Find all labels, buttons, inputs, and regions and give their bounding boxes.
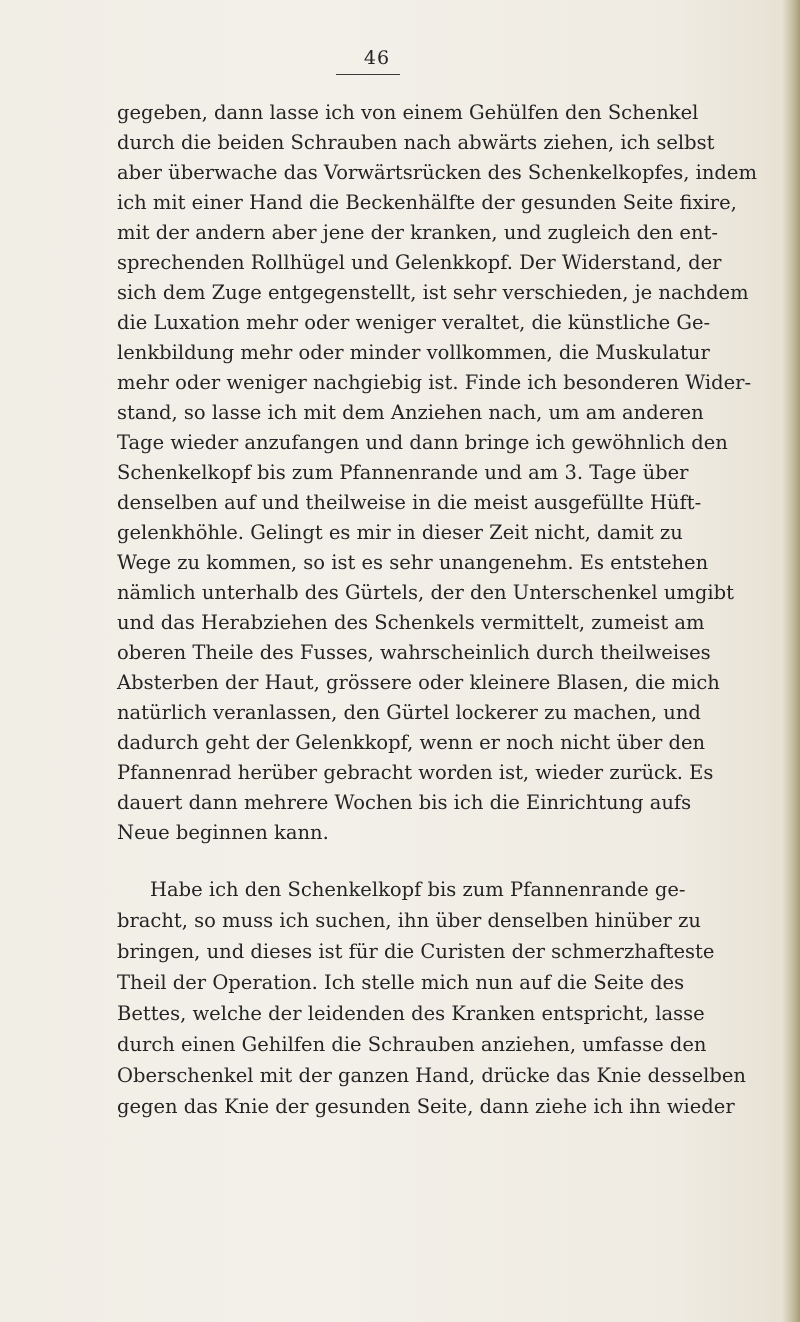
text-line: Oberschenkel mit der ganzen Hand, drücke das Knie desselben [117, 1064, 746, 1087]
text-line: durch die beiden Schrauben nach abwärts ziehen, ich selbst [117, 131, 715, 154]
text-line: Tage wieder anzufangen und dann bringe ich gewöhnlich den [117, 431, 728, 454]
text-line: Bettes, welche der leidenden des Kranken entspricht, lasse [117, 1002, 705, 1025]
text-line: gegen das Knie der gesunden Seite, dann ziehe ich ihn wieder [117, 1095, 735, 1118]
text-line: und das Herabziehen des Schenkels vermittelt, zumeist am [117, 611, 705, 634]
text-line: oberen Theile des Fusses, wahrscheinlich durch theilweises [117, 641, 711, 664]
text-line: die Luxation mehr oder weniger veraltet, die künstliche Ge- [117, 311, 711, 334]
page-number: 46 [363, 47, 391, 69]
text-line: aber überwache das Vorwärtsrücken des Schenkelkopfes, indem [117, 161, 757, 184]
text-line: Wege zu kommen, so ist es sehr unangenehm. Es entstehen [117, 551, 709, 574]
page-number-rule [336, 74, 400, 75]
page-edge-shadow [782, 0, 800, 1322]
text-line: denselben auf und theilweise in die meist ausgefüllte Hüft- [117, 491, 702, 514]
text-line: gelenkhöhle. Gelingt es mir in dieser Zeit nicht, damit zu [117, 521, 683, 544]
text-line: Absterben der Haut, grössere oder kleinere Blasen, die mich [117, 671, 720, 694]
text-line: mehr oder weniger nachgiebig ist. Finde ich besonderen Wider- [117, 371, 752, 394]
text-line: nämlich unterhalb des Gürtels, der den Unterschenkel umgibt [117, 581, 734, 604]
text-line: dauert dann mehrere Wochen bis ich die Einrichtung aufs [117, 791, 692, 814]
text-line: bringen, und dieses ist für die Curisten der schmerzhafteste [117, 940, 715, 963]
text-line: natürlich veranlassen, den Gürtel lockerer zu machen, und [117, 701, 701, 724]
text-line: Neue beginnen kann. [117, 821, 329, 844]
text-line: stand, so lasse ich mit dem Anziehen nach, um am anderen [117, 401, 704, 424]
text-line: Theil der Operation. Ich stelle mich nun auf die Seite des [117, 971, 685, 994]
text-line: Pfannenrad herüber gebracht worden ist, wieder zurück. Es [117, 761, 714, 784]
text-line: Schenkelkopf bis zum Pfannenrande und am 3. Tage über [117, 461, 689, 484]
text-line: sich dem Zuge entgegenstellt, ist sehr verschieden, je nachdem [117, 281, 749, 304]
text-line: gegeben, dann lasse ich von einem Gehülfen den Schenkel [117, 101, 699, 124]
text-line: dadurch geht der Gelenkkopf, wenn er noch nicht über den [117, 731, 706, 754]
text-line: ich mit einer Hand die Beckenhälfte der gesunden Seite fixire, [117, 191, 737, 214]
text-line: bracht, so muss ich suchen, ihn über denselben hinüber zu [117, 909, 701, 932]
text-line: durch einen Gehilfen die Schrauben anziehen, umfasse den [117, 1033, 707, 1056]
text-line: mit der andern aber jene der kranken, und zugleich den ent- [117, 221, 718, 244]
text-line: lenkbildung mehr oder minder vollkommen, die Muskulatur [117, 341, 710, 364]
text-line: sprechenden Rollhügel und Gelenkkopf. Der Widerstand, der [117, 251, 722, 274]
text-line: Habe ich den Schenkelkopf bis zum Pfannenrande ge- [150, 878, 686, 901]
